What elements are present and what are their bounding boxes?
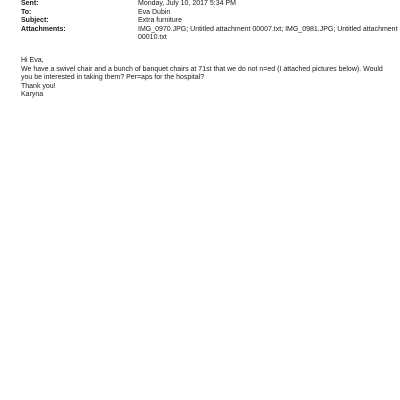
sent-row [21,0,381,9]
closing-text: Thank you! [21,82,56,90]
attachments-value-line: IMG_0970.JPG; Untitled attachment 00007.txt; IMG_0981.JPG; Untitled attachment [138,25,398,33]
body-line: you be interested in taking them? Per=aps for the hospital? [21,74,205,82]
sent-value: Monday, July 10, 2017 5:34 PM [138,0,236,7]
attachments-value-line: 00010.txt [138,34,167,41]
sent-label: Sent: [21,0,39,7]
subject-value: Extra furniture [138,17,182,24]
to-value: Eva Dubin [138,8,171,16]
email-header [21,0,398,43]
sign-off [21,83,386,100]
body-paragraph [21,66,386,83]
greeting: Hi Eva, [21,57,44,64]
signature-name: Karyna [21,91,44,99]
attachments-row [21,25,398,43]
subject-row [21,17,381,26]
to-label: To: [21,8,32,16]
email-body [21,57,386,100]
to-row [21,9,381,18]
body-line: We have a swivel chair and a bunch of banquet chairs at 71st that we do not n=ed (I attached pictures below). Would [21,65,383,73]
attachments-label: Attachments: [21,25,66,33]
subject-label: Subject: [21,17,49,24]
